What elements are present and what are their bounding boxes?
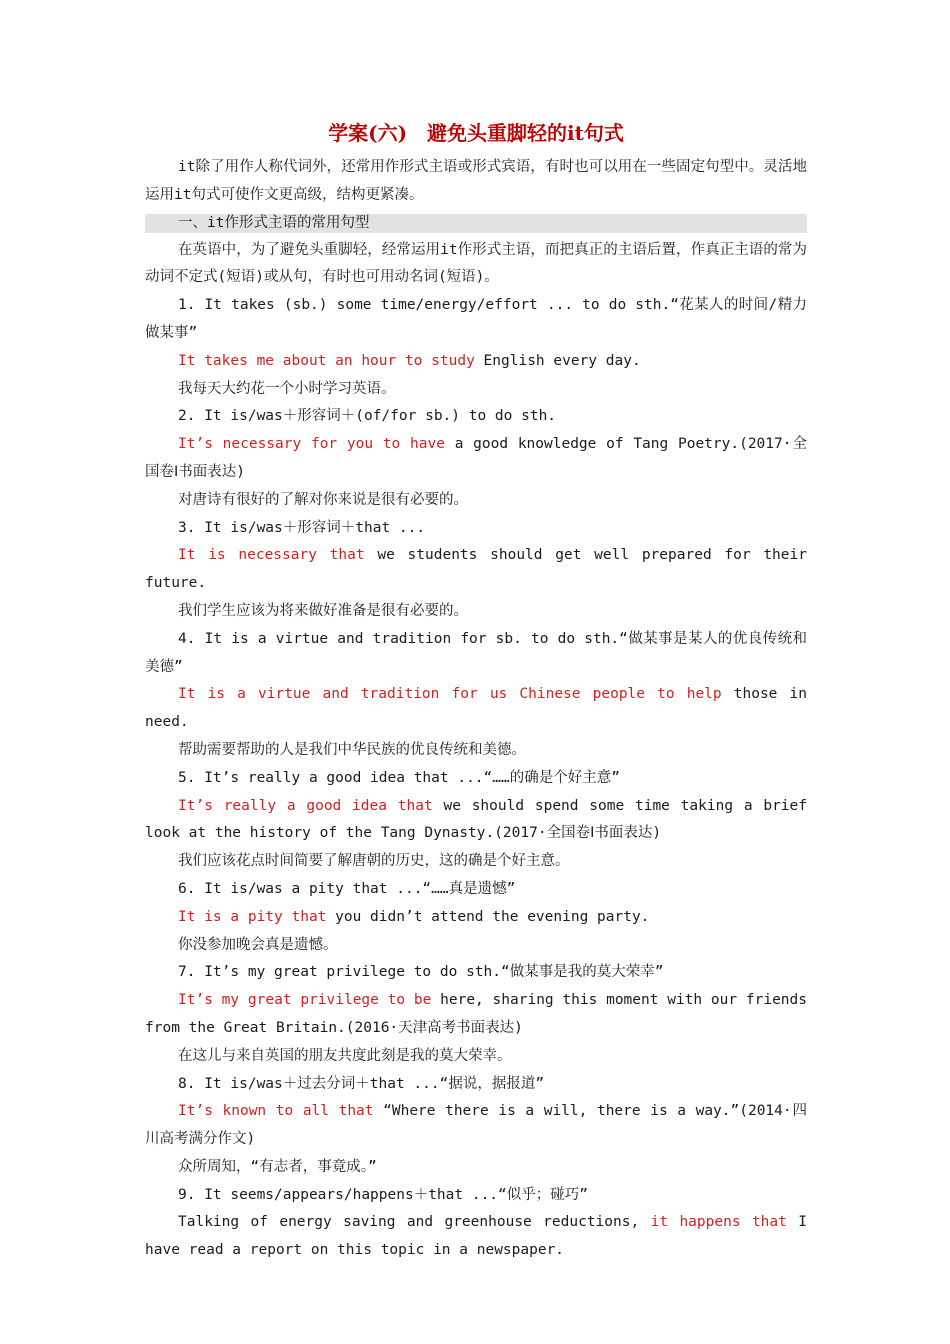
translation-3: 我们学生应该为将来做好准备是很有必要的。 [178, 602, 468, 619]
example-text: we students should get well prepared for their future. [145, 547, 807, 592]
example-9 [145, 1209, 807, 1265]
highlighted-phrase: It is necessary that [178, 547, 365, 564]
example-text: English every day. [474, 352, 641, 369]
page-title: 学案(六) 避免头重脚轻的it句式 [328, 121, 624, 145]
example-2 [145, 431, 807, 487]
example-text: a good knowledge of Tang Poetry.(2017·全国卷Ⅰ书面表达) [145, 436, 807, 480]
example-8 [145, 1098, 807, 1154]
translation-6: 你没参加晚会真是遗憾。 [178, 936, 338, 953]
section-intro: 在英语中，为了避免头重脚轻，经常运用it作形式主语，而把真正的主语后置，作真正主语的常为动词不定式(短语)或从句，有时也可用动名词(短语)。 [145, 241, 807, 286]
document-page [145, 118, 807, 1265]
pattern-2: 2. It is/was＋形容词＋(of/for sb.) to do sth. [178, 408, 557, 425]
example-text: “Where there is a will, there is a way.”(2014·四川高考满分作文) [145, 1103, 807, 1148]
pattern-4: 4. It is a virtue and tradition for sb. to do sth.“做某事是某人的优良传统和美德” [145, 630, 807, 675]
example-text: we should spend some time taking a brief look at the history of the Tang Dynasty.(2017·全国卷Ⅰ书面表达) [145, 797, 808, 842]
highlighted-phrase: It is a pity that [178, 908, 327, 925]
pattern-1: 1. It takes (sb.) some time/energy/effort ... to do sth.“花某人的时间/精力做某事” [145, 297, 807, 341]
pattern-8: 8. It is/was＋过去分词＋that ...“据说，据报道” [178, 1075, 545, 1092]
translation-7: 在这儿与来自英国的朋友共度此刻是我的莫大荣幸。 [178, 1047, 512, 1064]
example-text: Talking of energy saving and greenhouse reductions, [178, 1214, 651, 1231]
translation-8: 众所周知，“有志者，事竟成。” [178, 1158, 377, 1175]
pattern-7: 7. It’s my great privilege to do sth.“做某事是我的莫大荣幸” [178, 964, 664, 981]
example-3 [145, 542, 807, 598]
highlighted-phrase: It’s really a good idea that [178, 797, 433, 814]
example-text: here, sharing this moment with our friends from the Great Britain.(2016·天津高考书面表达) [145, 992, 807, 1036]
highlighted-phrase: It’s necessary for you to have [178, 436, 445, 453]
highlighted-phrase: It is a virtue and tradition for us Chinese people to help [178, 686, 722, 703]
section-heading: 一、it作形式主语的常用句型 [145, 214, 807, 233]
translation-2: 对唐诗有很好的了解对你来说是很有必要的。 [178, 491, 468, 508]
translation-1: 我每天大约花一个小时学习英语。 [178, 380, 396, 397]
example-6 [145, 904, 807, 932]
highlighted-phrase: it happens that [650, 1214, 787, 1231]
pattern-5: 5. It’s really a good idea that ...“……的确是个好主意” [178, 769, 620, 786]
example-text: I have read a report on this topic in a newspaper. [145, 1214, 807, 1259]
example-1 [145, 348, 807, 376]
example-5 [145, 793, 807, 849]
translation-5: 我们应该花点时间简要了解唐朝的历史，这的确是个好主意。 [178, 853, 570, 870]
pattern-list [145, 292, 807, 1182]
example-4 [145, 681, 807, 737]
highlighted-phrase: It’s my great privilege to be [178, 992, 432, 1009]
pattern-3: 3. It is/was＋形容词＋that ... [178, 519, 426, 536]
highlighted-phrase: It takes me about an hour to study [178, 352, 475, 369]
intro-paragraph: it除了用作人称代词外，还常用作形式主语或形式宾语，有时也可以用在一些固定句型中。灵活地运用it句式可使作文更高级，结构更紧凑。 [145, 159, 807, 203]
example-text: those in need. [145, 686, 807, 731]
pattern-9: 9. It seems/appears/happens＋that ...“似乎；碰巧” [178, 1186, 588, 1203]
example-7 [145, 987, 807, 1043]
translation-4: 帮助需要帮助的人是我们中华民族的优良传统和美德。 [178, 741, 526, 758]
example-text: you didn’t attend the evening party. [326, 908, 650, 925]
highlighted-phrase: It’s known to all that [178, 1103, 374, 1120]
pattern-6: 6. It is/was a pity that ...“……真是遗憾” [178, 880, 516, 897]
